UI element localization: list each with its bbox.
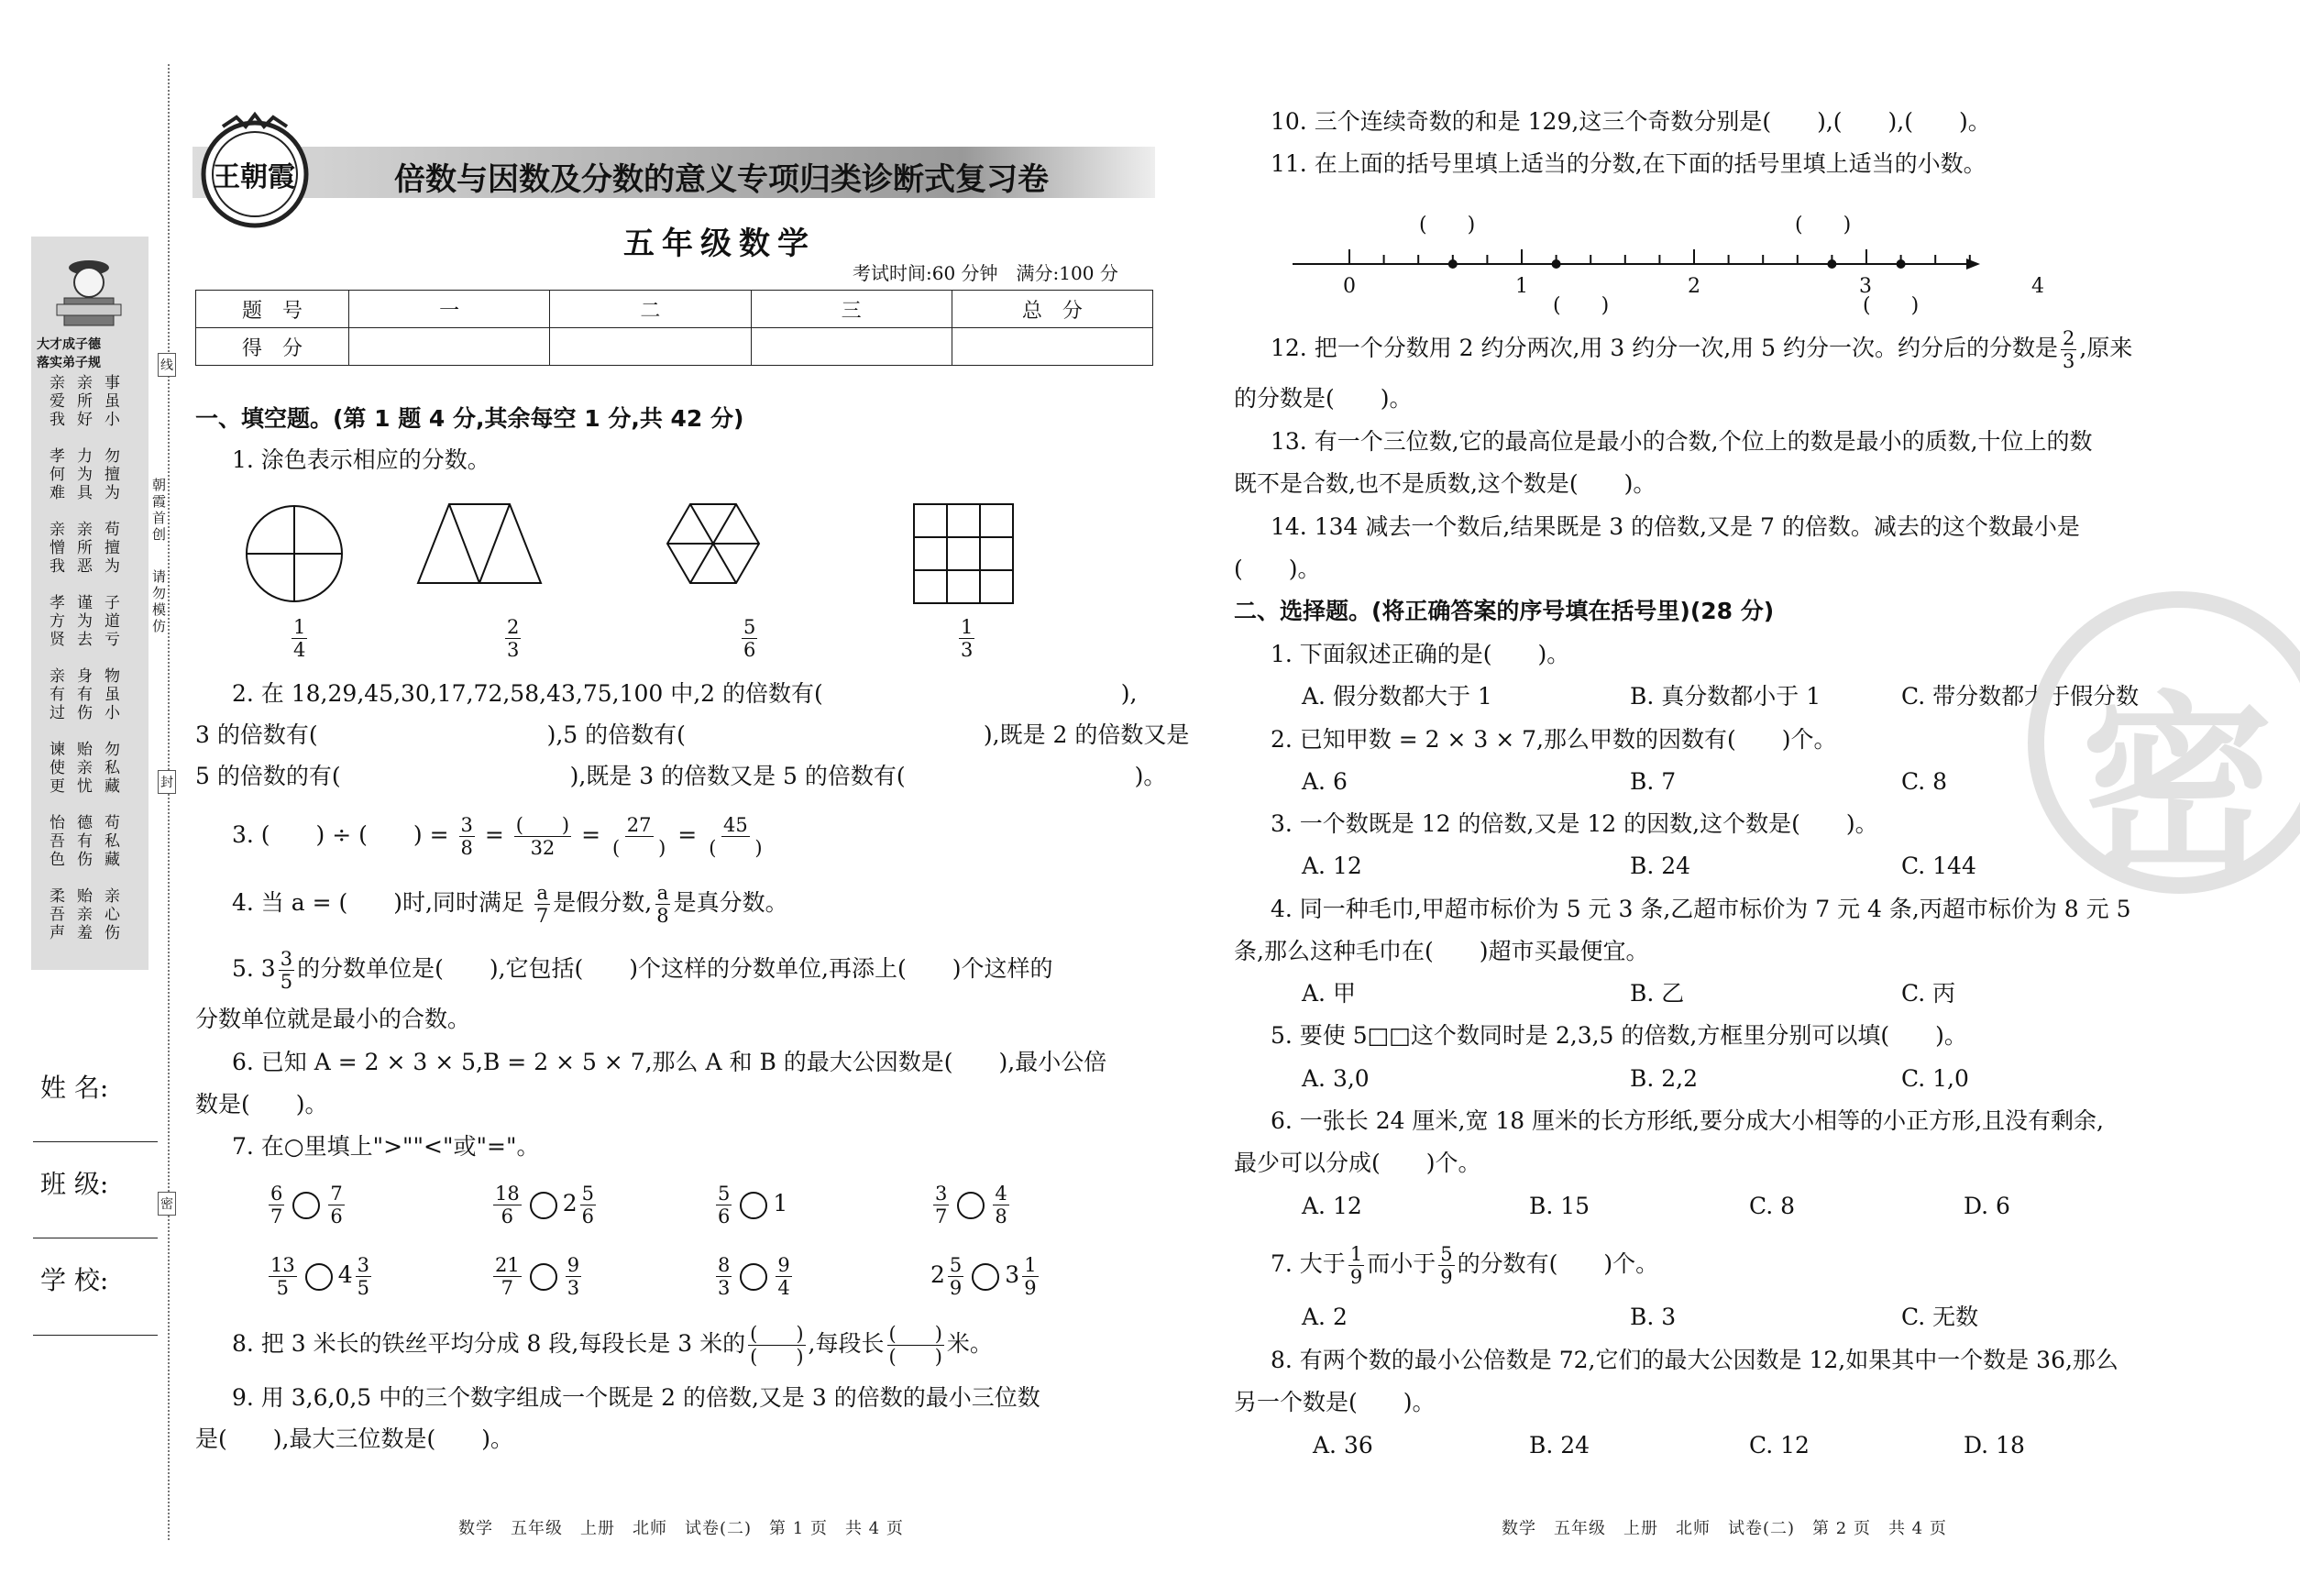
q13-line1: 13. 有一个三位数,它的最高位是最小的合数,个位上的数是最小的质数,十位上的数: [1271, 428, 2093, 455]
s2-q6-line2: 最少可以分成( )个。: [1234, 1150, 1481, 1176]
s2-q3-opt-c[interactable]: C. 144: [1901, 853, 1976, 879]
q7-item: $\frac{3}{7}$ $\frac{4}{8}$: [935, 1183, 1007, 1227]
q1-frac-1: $\frac{1}{4}$: [293, 616, 306, 661]
q1-frac-2: $\frac{2}{3}$: [507, 616, 520, 661]
hexagon-sixths-shape[interactable]: [667, 504, 759, 583]
vertical-note-1: 朝霞首创: [152, 477, 167, 543]
q5-line2: 分数单位就是最小的合数。: [195, 1006, 471, 1032]
page-2: [1155, 0, 2300, 1596]
s2-q4-opt-a[interactable]: A. 甲: [1302, 980, 1356, 1007]
dizigui-column: 苟擅为: [105, 521, 120, 576]
q2-line2: 3 的倍数有( ),5 的倍数有( ),既是 2 的倍数又是: [195, 721, 1190, 748]
q7-item: $\frac{21}{7}$ $\frac{9}{3}$: [495, 1254, 580, 1299]
s2-q4-opt-c[interactable]: C. 丙: [1901, 980, 1956, 1007]
s2-q7-opt-b[interactable]: B. 3: [1630, 1304, 1677, 1330]
nl-tick-3: 3: [1859, 275, 1872, 298]
dizigui-column: 勿私藏: [105, 741, 120, 796]
s2-q6-opt-b[interactable]: B. 15: [1529, 1193, 1590, 1219]
s2-q7-opt-a[interactable]: A. 2: [1302, 1304, 1348, 1330]
dizigui-column: 亲爱我: [50, 374, 65, 429]
q13-line2: 既不是合数,也不是质数,这个数是( )。: [1234, 470, 1656, 497]
s2-q8-opt-c[interactable]: C. 12: [1749, 1432, 1810, 1458]
s2-q2-opt-b[interactable]: B. 7: [1630, 768, 1677, 795]
seal-xian: 线: [158, 353, 176, 377]
q14-line1: 14. 134 减去一个数后,结果既是 3 的倍数,又是 7 的倍数。减去的这个数最小是: [1271, 513, 2080, 540]
q14-line2: ( )。: [1234, 556, 1321, 582]
dizigui-column: 孝方贤: [50, 594, 65, 649]
s2-q2-opt-c[interactable]: C. 8: [1901, 768, 1948, 795]
s2-q2-opt-a[interactable]: A. 6: [1302, 768, 1348, 795]
circle-quarters-shape[interactable]: [247, 506, 342, 601]
nl-tick-4: 4: [2031, 275, 2044, 298]
score-header-1: 一: [349, 291, 550, 328]
s2-q7: 7. 大于 $\frac{1}{9}$ 而小于 $\frac{5}{9}$ 的分数有( )个。: [1271, 1243, 1659, 1288]
q1-shapes: [229, 495, 1036, 614]
compare-circle[interactable]: [292, 1192, 320, 1219]
dizigui-column: 德有伤: [77, 814, 93, 869]
score-header-2: 二: [550, 291, 751, 328]
q7-item: $\frac{6}{7}$ $\frac{7}{6}$: [270, 1183, 343, 1227]
footer-page-1: 数学 五年级 上册 北师 试卷(二) 第 1 页 共 4 页: [458, 1519, 904, 1538]
q7-item: $\frac{18}{6}$ 2 $\frac{5}{6}$: [495, 1183, 595, 1227]
section-1-title: 一、填空题。(第 1 题 4 分,其余每空 1 分,共 42 分): [195, 405, 744, 432]
dizigui-column: 亲有过: [50, 667, 65, 722]
q1-frac-4: $\frac{1}{3}$: [961, 616, 974, 661]
s2-q7-opt-c[interactable]: C. 无数: [1901, 1304, 1979, 1330]
s2-q3: 3. 一个数既是 12 的倍数,又是 12 的因数,这个数是( )。: [1271, 810, 1878, 837]
compare-circle[interactable]: [740, 1192, 767, 1219]
s2-q4-line2: 条,那么这种毛巾在( )超市买最便宜。: [1234, 938, 1649, 964]
q1: 1. 涂色表示相应的分数。: [232, 446, 490, 473]
number-line-point: [1552, 259, 1561, 269]
s2-q8-opt-a[interactable]: A. 36: [1313, 1432, 1373, 1458]
dizigui-column: 勿擅为: [105, 447, 120, 502]
q9-line1: 9. 用 3,6,0,5 中的三个数字组成一个既是 2 的倍数,又是 3 的倍数的最小三位数: [232, 1384, 1040, 1411]
score-cell[interactable]: [550, 328, 751, 366]
q5: 5. 3 $\frac{3}{5}$ 的分数单位是( ),它包括( )个这样的分数单位,再添上( )个这样的: [232, 948, 1053, 993]
score-cell[interactable]: [952, 328, 1152, 366]
s2-q8-opt-d[interactable]: D. 18: [1964, 1432, 2025, 1458]
s2-q8-opt-b[interactable]: B. 24: [1529, 1432, 1590, 1458]
q7: 7. 在○里填上">""<"或"="。: [232, 1133, 540, 1160]
footer-page-2: 数学 五年级 上册 北师 试卷(二) 第 2 页 共 4 页: [1502, 1519, 1947, 1538]
dizigui-column: 亲心伤: [105, 887, 120, 942]
q8: 8. 把 3 米长的铁丝平均分成 8 段,每段长是 3 米的 $\frac{( )}{( )}$ ,每段长 $\frac{( )}{( )}$ 米。: [232, 1323, 993, 1368]
q7-item: 2 $\frac{5}{9}$ 3 $\frac{1}{9}$: [930, 1254, 1037, 1299]
nl-tick-2: 2: [1688, 275, 1700, 298]
seal-mi: 密: [158, 1192, 176, 1216]
dizigui-column: 谨为去: [77, 594, 93, 649]
score-cell[interactable]: [751, 328, 952, 366]
subtitle: 五年级数学: [623, 226, 816, 262]
main-title: 倍数与因数及分数的意义专项归类诊断式复习卷: [394, 161, 1049, 198]
s2-q5-opt-c[interactable]: C. 1,0: [1901, 1065, 1969, 1092]
grid-thirds-shape[interactable]: [914, 504, 1013, 603]
q7-item: $\frac{13}{5}$ 4 $\frac{3}{5}$: [270, 1254, 370, 1299]
compare-circle[interactable]: [305, 1263, 333, 1291]
dizigui-column: 苟私藏: [105, 814, 120, 869]
dizigui-column: 亲所好: [77, 374, 93, 429]
section-2-title: 二、选择题。(将正确答案的序号填在括号里)(28 分): [1234, 598, 1775, 624]
s2-q1: 1. 下面叙述正确的是( )。: [1271, 641, 1570, 667]
vertical-note-2: 请勿模仿: [152, 568, 167, 634]
s2-q3-opt-b[interactable]: B. 24: [1630, 853, 1691, 879]
q7-item: $\frac{8}{3}$ $\frac{9}{4}$: [718, 1254, 790, 1299]
score-header-total: 总 分: [952, 291, 1152, 328]
s2-q8-line2: 另一个数是( )。: [1234, 1389, 1436, 1415]
trapezoid-thirds-shape[interactable]: [418, 504, 541, 583]
number-line-point: [1448, 259, 1458, 269]
s2-q1-opt-b[interactable]: B. 真分数都小于 1: [1630, 683, 1821, 710]
s2-q5-opt-b[interactable]: B. 2,2: [1630, 1065, 1699, 1092]
nl-bracket-top-1[interactable]: ( ): [1419, 214, 1476, 237]
compare-circle[interactable]: [972, 1263, 999, 1291]
dizigui-column: 贻亲羞: [77, 887, 93, 942]
s2-q5: 5. 要使 5□□这个数同时是 2,3,5 的倍数,方框里分别可以填( )。: [1271, 1022, 1967, 1049]
nl-tick-0: 0: [1343, 275, 1356, 298]
school-label: 学 校:: [40, 1265, 109, 1295]
q9-line2: 是( ),最大三位数是( )。: [195, 1425, 513, 1452]
dizigui-column: 物虽小: [105, 667, 120, 722]
q4: 4. 当 a = ( )时,同时满足 $\frac{a}{7}$ 是假分数, $\frac{a}{8}$ 是真分数。: [232, 882, 788, 927]
s2-q3-opt-a[interactable]: A. 12: [1302, 853, 1362, 879]
dizigui-column: 力为具: [77, 447, 93, 502]
q2-line1: 2. 在 18,29,45,30,17,72,58,43,75,100 中,2 的倍数有( ),: [232, 680, 1138, 707]
class-label: 班 级:: [40, 1169, 109, 1199]
seal-feng: 封: [158, 770, 176, 794]
s2-q6-opt-c[interactable]: C. 8: [1749, 1193, 1796, 1219]
dizigui-column: 孝何难: [50, 447, 65, 502]
score-table: [195, 290, 1153, 366]
score-row-label: 得 分: [196, 328, 349, 366]
compare-circle[interactable]: [957, 1192, 985, 1219]
q12: 12. 把一个分数用 2 约分两次,用 3 约分一次,用 5 约分一次。约分后的分数是 $\frac{2}{3}$ ,原来: [1271, 327, 2133, 372]
nl-bracket-top-2[interactable]: ( ): [1795, 214, 1852, 237]
dizigui-column: 事虽小: [105, 374, 120, 429]
nl-tick-1: 1: [1515, 275, 1528, 298]
dizigui-column: 亲憎我: [50, 521, 65, 576]
q12-line2: 的分数是( )。: [1234, 385, 1413, 412]
s2-q4-line1: 4. 同一种毛巾,甲超市标价为 5 元 3 条,乙超市标价为 7 元 4 条,丙超市标价为 8 元 5: [1271, 896, 2131, 922]
s2-q5-opt-a[interactable]: A. 3,0: [1302, 1065, 1370, 1092]
q1-frac-3: $\frac{5}{6}$: [743, 616, 756, 661]
s2-q1-opt-a[interactable]: A. 假分数都大于 1: [1302, 683, 1492, 710]
dizigui-column: 贻亲忧: [77, 741, 93, 796]
number-line-point: [1827, 259, 1836, 269]
sidebar-slogan-1: 大才成子德: [37, 337, 101, 352]
q6-line1: 6. 已知 A = 2 × 3 × 5,B = 2 × 5 × 7,那么 A 和 B 的最大公因数是( ),最小公倍: [232, 1049, 1107, 1075]
q6-line2: 数是( )。: [195, 1091, 328, 1117]
dizigui-column: 身有伤: [77, 667, 93, 722]
q11: 11. 在上面的括号里填上适当的分数,在下面的括号里填上适当的小数。: [1271, 150, 1986, 177]
compare-circle[interactable]: [740, 1263, 767, 1291]
dizigui-column: 子道亏: [105, 594, 120, 649]
score-header-3: 三: [751, 291, 952, 328]
s2-q6-line1: 6. 一张长 24 厘米,宽 18 厘米的长方形纸,要分成大小相等的小正方形,且没有剩余,: [1271, 1107, 2104, 1134]
exam-info: 考试时间:60 分钟 满分:100 分: [853, 262, 1118, 284]
name-label: 姓 名:: [40, 1073, 109, 1103]
nl-bracket-bottom-2[interactable]: ( ): [1863, 294, 1920, 317]
sidebar-slogan-2: 落实弟子规: [37, 356, 101, 370]
q7-item: $\frac{5}{6}$ 1: [718, 1183, 788, 1227]
score-cell[interactable]: [349, 328, 550, 366]
score-header-item: 题 号: [196, 291, 349, 328]
number-line-point: [1897, 259, 1906, 269]
compare-circle[interactable]: [530, 1192, 557, 1219]
dizigui-column: 柔吾声: [50, 887, 65, 942]
dizigui-column: 怡吾色: [50, 814, 65, 869]
logo-text: 王朝霞: [213, 161, 295, 193]
q2-line3: 5 的倍数的有( ),既是 3 的倍数又是 5 的倍数有( )。: [195, 763, 1167, 789]
compare-circle[interactable]: [530, 1263, 557, 1291]
s2-q2: 2. 已知甲数 = 2 × 3 × 7,那么甲数的因数有( )个。: [1271, 726, 1837, 753]
s2-q6-opt-a[interactable]: A. 12: [1302, 1193, 1362, 1219]
s2-q4-opt-b[interactable]: B. 乙: [1630, 980, 1685, 1007]
nl-bracket-bottom-1[interactable]: ( ): [1553, 294, 1610, 317]
s2-q8-line1: 8. 有两个数的最小公倍数是 72,它们的最大公因数是 12,如果其中一个数是 36,那么: [1271, 1347, 2118, 1373]
s2-q6-opt-d[interactable]: D. 6: [1964, 1193, 2010, 1219]
q10: 10. 三个连续奇数的和是 129,这三个奇数分别是( ),( ),( )。: [1271, 108, 1991, 135]
q3: 3. ( ) ÷ ( ) = $\frac{3}{8}$ = $\frac{( )}{32}$ = $\frac{27}{( )}$ = $\frac{45}{( )}$: [232, 814, 763, 859]
dizigui-column: 谏使更: [50, 741, 65, 796]
watermark-char: 密: [2081, 675, 2274, 899]
dizigui-column: 亲所恶: [77, 521, 93, 576]
s2-q1-opt-c[interactable]: C. 带分数都大于假分数: [1901, 683, 2140, 710]
